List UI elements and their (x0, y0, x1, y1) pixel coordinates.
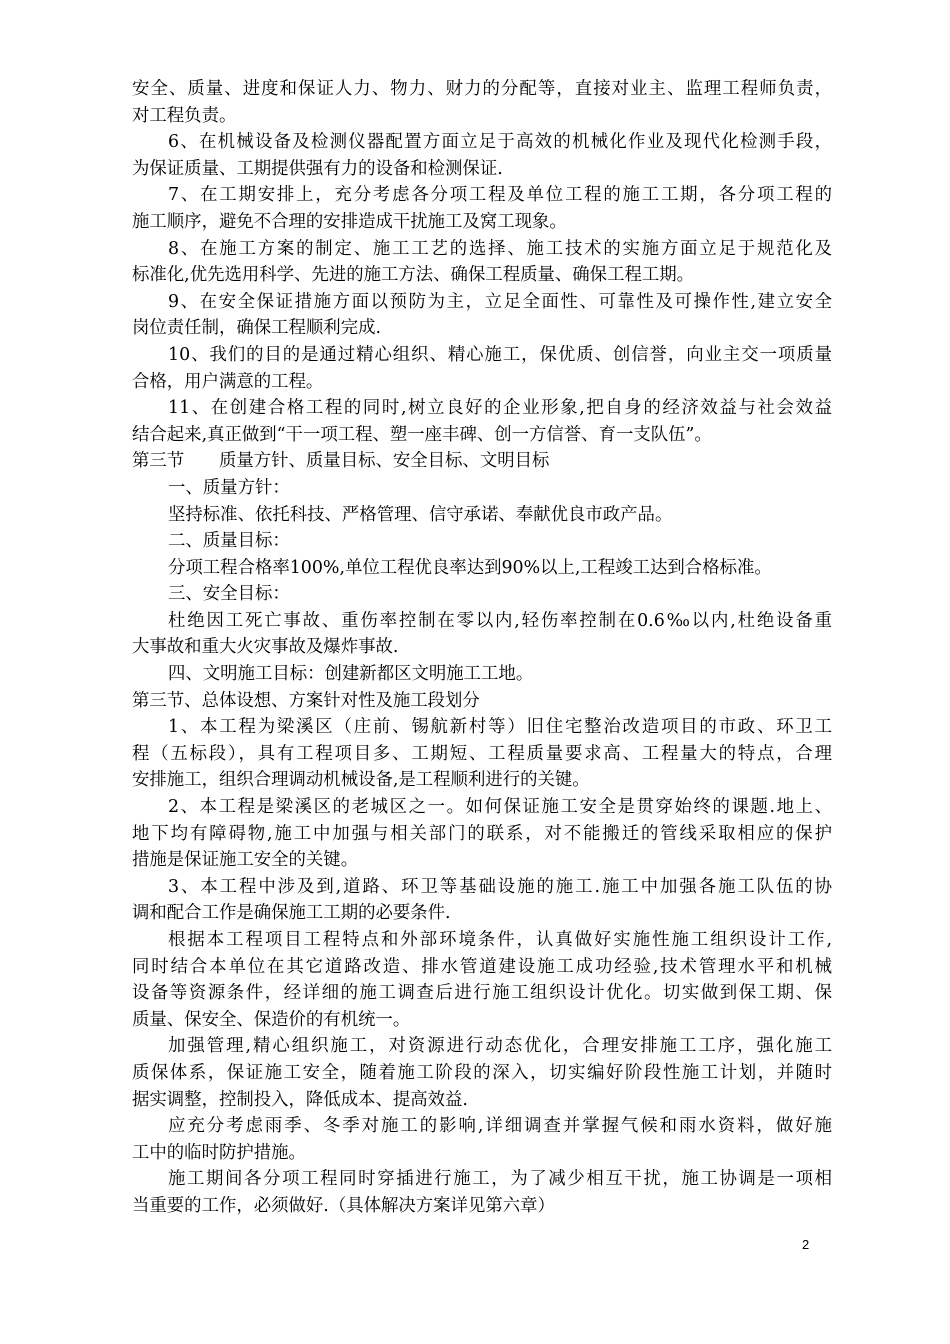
text-line: 坚持标准、依托科技、严格管理、信守承诺、奉献优良市政产品。 (168, 504, 673, 525)
text-line: 6、在机械设备及检测仪器配置方面立足于高效的机械化作业及现代化检测手段， (168, 132, 832, 153)
text-line: 施工期间各分项工程同时穿插进行施工，为了减少相互干扰，施工协调是一项相 (168, 1169, 832, 1190)
text-line: 7、在工期安排上，充分考虑各分项工程及单位工程的施工工期，各分项工程的 (168, 185, 832, 206)
text-line: 据实调整，控制投入，降低成本、提高效益. (132, 1089, 468, 1110)
section-heading: 第三节 质量方针、质量目标、安全目标、文明目标 (132, 451, 550, 472)
text-line: 同时结合本单位在其它道路改造、排水管道建设施工成功经验,技术管理水平和机械 (132, 956, 832, 977)
text-line: 结合起来,真正做到“干一项工程、塑一座丰碑、创一方信誉、育一支队伍”。 (132, 424, 712, 445)
text-line: 3、本工程中涉及到,道路、环卫等基础设施的施工.施工中加强各施工队伍的协 (168, 876, 832, 897)
subsection-heading: 三、安全目标： (168, 584, 290, 605)
text-line: 8、在施工方案的制定、施工工艺的选择、施工技术的实施方面立足于规范化及 (168, 238, 832, 259)
text-line: 标准化,优先选用科学、先进的施工方法、确保工程质量、确保工程工期。 (132, 265, 695, 286)
text-line: 工中的临时防护措施。 (132, 1142, 306, 1163)
subsection-heading: 一、质量方针： (168, 477, 290, 498)
text-line: 对工程负责。 (132, 105, 237, 126)
text-line: 分项工程合格率100%,单位工程优良率达到90%以上,工程竣工达到合格标准。 (168, 557, 772, 578)
text-line: 质保体系，保证施工安全，随着施工阶段的深入，切实编好阶段性施工计划，并随时 (132, 1062, 832, 1083)
subsection-heading: 二、质量目标： (168, 531, 290, 552)
text-line: 加强管理,精心组织施工，对资源进行动态优化，合理安排施工工序，强化施工 (168, 1036, 832, 1057)
text-line: 地下均有障碍物,施工中加强与相关部门的联系，对不能搬迁的管线采取相应的保护 (132, 823, 832, 844)
text-line: 安全、质量、进度和保证人力、物力、财力的分配等，直接对业主、监理工程师负责， (132, 79, 832, 99)
text-line: 根据本工程项目工程特点和外部环境条件，认真做好实施性施工组织设计工作, (168, 930, 832, 950)
text-line: 1、本工程为梁溪区（庄前、锡航新村等）旧住宅整治改造项目的市政、环卫工 (168, 717, 832, 738)
section-heading: 第三节、总体设想、方案针对性及施工段划分 (132, 690, 480, 711)
text-line: 程（五标段），具有工程项目多、工期短、工程质量要求高、工程量大的特点，合理 (132, 743, 832, 764)
text-line: 9、在安全保证措施方面以预防为主，立足全面性、可靠性及可操作性,建立安全 (168, 291, 832, 312)
text-line: 质量、保安全、保造价的有机统一。 (132, 1009, 411, 1030)
subsection-heading: 四、文明施工目标：创建新都区文明施工工地。 (168, 664, 534, 685)
text-line: 应充分考虑雨季、冬季对施工的影响,详细调查并掌握气候和雨水资料，做好施 (168, 1116, 832, 1137)
text-line: 2、本工程是梁溪区的老城区之一。如何保证施工安全是贯穿始终的课题.地上、 (168, 797, 832, 818)
text-line: 10、我们的目的是通过精心组织、精心施工，保优质、创信誉，向业主交一项质量 (168, 344, 832, 365)
text-line: 设备等资源条件，经详细的施工调查后进行施工组织设计优化。切实做到保工期、保 (132, 983, 832, 1004)
text-line: 措施是保证施工安全的关键。 (132, 850, 359, 871)
text-line: 杜绝因工死亡事故、重伤率控制在零以内,轻伤率控制在0.6‰以内,杜绝设备重 (168, 610, 832, 631)
page-number: 2 (802, 1237, 810, 1252)
text-line: 合格，用户满意的工程。 (132, 371, 324, 392)
text-line: 当重要的工作，必须做好.（具体解决方案详见第六章） (132, 1195, 555, 1216)
text-line: 调和配合工作是确保施工工期的必要条件. (132, 903, 451, 924)
document-body (132, 76, 832, 1220)
text-line: 大事故和重大火灾事故及爆炸事故. (132, 637, 399, 658)
text-line: 11、在创建合格工程的同时,树立良好的企业形象,把自身的经济效益与社会效益 (168, 398, 832, 419)
text-line: 为保证质量、工期提供强有力的设备和检测保证. (132, 158, 503, 179)
text-line: 岗位责任制，确保工程顺利完成. (132, 318, 381, 339)
text-line: 安排施工，组织合理调动机械设备,是工程顺利进行的关键。 (132, 770, 590, 791)
text-line: 施工顺序，避免不合理的安排造成干扰施工及窝工现象。 (132, 211, 567, 232)
